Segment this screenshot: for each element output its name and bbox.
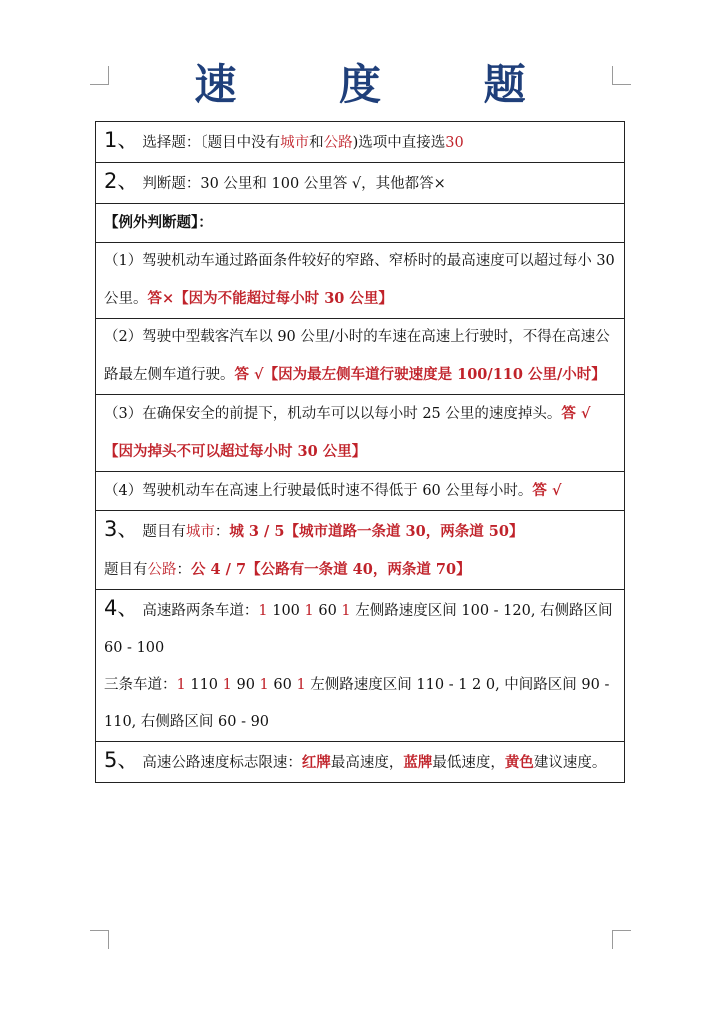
answer-text: 公 4 / 7【公路有一条道 40，两条道 70】 bbox=[191, 561, 471, 578]
rule-4-cell bbox=[96, 590, 625, 742]
exception-header-cell bbox=[96, 204, 625, 243]
rule-text: 题目有 bbox=[142, 524, 186, 540]
rules-table bbox=[95, 121, 625, 783]
table-row bbox=[96, 319, 625, 395]
highlight-city: 城市 bbox=[280, 135, 310, 151]
rule-text: 高速路两条车道： bbox=[142, 603, 259, 619]
table-row bbox=[96, 395, 625, 472]
highlight-city: 城市 bbox=[185, 524, 215, 540]
rule-text: 左侧路速度区间 100 - 120, 右侧路区间 60 - 100 bbox=[104, 603, 613, 656]
rule-number: 5、 bbox=[104, 748, 139, 772]
lane-marker: 1 bbox=[259, 677, 269, 693]
rule-number: 3、 bbox=[104, 517, 139, 541]
highlight-road: 公路 bbox=[323, 135, 353, 151]
page-title: 速 度 题 bbox=[194, 60, 570, 109]
table-row bbox=[96, 511, 625, 590]
answer-text: 答 √【因为掉头不可以超过每小时 30 公里】 bbox=[104, 405, 591, 460]
table-row bbox=[96, 204, 625, 243]
answer-text: 答 √【因为最左侧车道行驶速度是 100/110 公里/小时】 bbox=[234, 366, 606, 383]
rule-4-para-1 bbox=[104, 590, 616, 667]
rule-text: 最高速度， bbox=[330, 755, 404, 771]
question-text: （4）驾驶机动车在高速上行驶最低时速不得低于 60 公里每小时。 bbox=[104, 483, 533, 499]
corner-mark-bottom-right bbox=[612, 930, 631, 949]
exception-4-cell bbox=[96, 472, 625, 511]
rule-text: 和 bbox=[309, 135, 324, 151]
rule-number: 2、 bbox=[104, 169, 139, 193]
rule-text: 选择题：〔题目中没有 bbox=[142, 135, 281, 151]
lane-marker: 1 bbox=[176, 677, 186, 693]
question-text: （3）在确保安全的前提下，机动车可以以每小时 25 公里的速度掉头。 bbox=[104, 406, 562, 422]
rule-text: ： bbox=[214, 524, 230, 540]
rule-text: 60 bbox=[268, 677, 297, 693]
exception-2-cell bbox=[96, 319, 625, 395]
answer-text: 城 3 / 5【城市道路一条道 30，两条道 50】 bbox=[229, 523, 524, 540]
table-row bbox=[96, 243, 625, 319]
exception-header: 【例外判断题】： bbox=[104, 214, 213, 231]
lane-marker: 1 bbox=[296, 677, 306, 693]
rule-text: 判断题：30 公里和 100 公里答 √，其他都答× bbox=[142, 176, 446, 192]
exception-1-cell bbox=[96, 243, 625, 319]
rule-text: 高速公路速度标志限速： bbox=[142, 755, 302, 771]
table-row bbox=[96, 122, 625, 163]
rule-5-cell bbox=[96, 742, 625, 783]
lane-marker: 1 bbox=[222, 677, 232, 693]
rule-text: 建议速度。 bbox=[533, 755, 607, 771]
question-text: （1）驾驶机动车通过路面条件较好的窄路、窄桥时的最高速度可以超过每小 30 公里。 bbox=[104, 253, 615, 307]
highlight-answer: 30 bbox=[445, 135, 464, 151]
table-row bbox=[96, 742, 625, 783]
rule-4-para-2 bbox=[104, 667, 616, 741]
rule-number: 4、 bbox=[104, 596, 139, 620]
rule-2-cell bbox=[96, 163, 625, 204]
lane-marker: 1 bbox=[258, 603, 268, 619]
rule-text: 题目有 bbox=[104, 562, 148, 578]
rule-3-line-1 bbox=[104, 511, 616, 551]
rule-text: ： bbox=[176, 562, 191, 578]
lane-marker: 1 bbox=[341, 603, 351, 619]
rule-text: 110 bbox=[185, 677, 223, 693]
rule-text: 最低速度， bbox=[432, 755, 505, 771]
exception-3-cell bbox=[96, 395, 625, 472]
question-text: （2）驾驶中型载客汽车以 90 公里/小时的车速在高速上行驶时，不得在高速公路最左侧车道行驶。 bbox=[104, 329, 610, 383]
rule-text: )选项中直接选 bbox=[352, 135, 446, 151]
table-row bbox=[96, 590, 625, 742]
answer-text: 答 √ bbox=[532, 482, 562, 499]
rule-1-cell bbox=[96, 122, 625, 163]
rule-text: 60 bbox=[313, 603, 342, 619]
highlight-red-sign: 红牌 bbox=[301, 754, 331, 771]
rule-3-line-2 bbox=[104, 551, 616, 589]
lane-marker: 1 bbox=[304, 603, 314, 619]
highlight-blue-sign: 蓝牌 bbox=[403, 754, 433, 771]
rule-text: 100 bbox=[267, 603, 305, 619]
corner-mark-bottom-left bbox=[90, 930, 109, 949]
highlight-yellow-sign: 黄色 bbox=[504, 754, 534, 771]
answer-text: 答×【因为不能超过每小时 30 公里】 bbox=[147, 290, 393, 307]
rule-text: 三条车道： bbox=[104, 677, 177, 693]
rule-number: 1、 bbox=[104, 128, 139, 152]
rule-text: 左侧路速度区间 110 - 1 2 0, 中间路区间 90 - 110, 右侧路区间 60 - 90 bbox=[104, 677, 610, 730]
table-row bbox=[96, 163, 625, 204]
table-row bbox=[96, 472, 625, 511]
highlight-road: 公路 bbox=[147, 562, 177, 578]
rule-text: 90 bbox=[231, 677, 260, 693]
rule-3-cell bbox=[96, 511, 625, 590]
